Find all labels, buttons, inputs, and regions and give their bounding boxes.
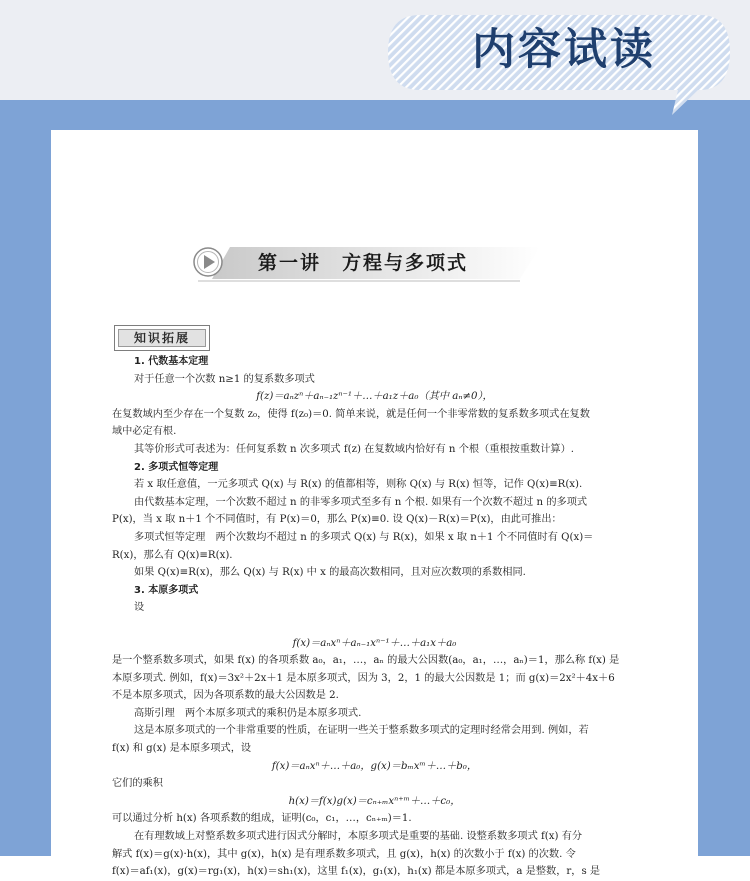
formula-line: f(x)＝aₙxⁿ＋…＋a₀，g(x)＝bₘxᵐ＋…＋b₀，: [271, 760, 478, 772]
text-line: f(x)＝af₁(x)，g(x)＝rg₁(x)，h(x)＝sh₁(x)，这里 f₁(x)，g₁(x)，h₁(x) 都是本原多项式，a 是整数，r，s 是: [112, 866, 601, 878]
text-line: 高斯引理 两个本原多项式的乘积仍是本原多项式.: [134, 707, 362, 719]
text-line: f(x) 和 g(x) 是本原多项式，设: [112, 743, 252, 755]
section-heading: 1. 代数基本定理: [134, 356, 209, 367]
text-line: [112, 617, 637, 635]
text-line: 多项式恒等定理 两个次数均不超过 n 的多项式 Q(x) 与 R(x)，如果 x 取 n＋1 个不同值时有 Q(x)＝: [134, 531, 594, 543]
text-line: 本原多项式. 例如，f(x)＝3x²＋2x＋1 是本原多项式，因为 3，2，1 的最大公因数是 1；而 g(x)＝2x²＋4x＋6: [112, 672, 615, 684]
text-line: 在复数域内至少存在一个复数 z₀，使得 f(z₀)＝0. 简单来说，就是任何一个非零常数的复系数多项式在复数: [112, 408, 590, 420]
text-line: R(x)，那么有 Q(x)≡R(x).: [112, 549, 233, 561]
text-line: 它们的乘积: [112, 778, 163, 790]
text-line: 是一个整系数多项式，如果 f(x) 的各项系数 a₀，a₁，…，aₙ 的最大公因数(a₀，a₁，…，aₙ)＝1，那么称 f(x) 是: [112, 655, 620, 667]
text-line: 域中必定有根.: [112, 426, 177, 438]
section-heading: 2. 多项式恒等定理: [134, 461, 219, 473]
text-line: 若 x 取任意值，一元多项式 Q(x) 与 R(x) 的值都相等，则称 Q(x) 与 R(x) 恒等，记作 Q(x)≡R(x).: [134, 479, 583, 491]
text-line: 不是本原多项式，因为各项系数的最大公因数是 2.: [112, 690, 339, 702]
formula-line: f(x)＝aₙxⁿ＋aₙ₋₁xⁿ⁻¹＋…＋a₁x＋a₀: [292, 637, 457, 649]
document-body: [112, 353, 637, 881]
text-line: 对于任意一个次数 n≥1 的复系数多项式: [134, 373, 315, 385]
text-line: 可以通过分析 h(x) 各项系数的组成，证明(c₀，c₁，…，cₙ₊ₘ)＝1.: [112, 813, 412, 825]
lesson-title: 第一讲 方程与多项式: [258, 252, 469, 274]
section-heading: 3. 本原多项式: [134, 584, 199, 596]
play-icon: [194, 248, 222, 276]
text-line: 解式 f(x)＝g(x)·h(x)，其中 g(x)，h(x) 是有理系数多项式，且 g(x)，h(x) 的次数小于 f(x) 的次数. 令: [112, 848, 576, 860]
banner-title: 内容试读: [472, 25, 656, 75]
formula-line: h(x)＝f(x)g(x)＝cₙ₊ₘxⁿ⁺ᵐ＋…＋c₀，: [288, 795, 461, 807]
text-line: 设: [134, 602, 145, 614]
text-line: 在有理数域上对整系数多项式进行因式分解时，本原多项式是重要的基础. 设整系数多项式 f(x) 有分: [134, 831, 583, 843]
text-line: P(x)，当 x 取 n＋1 个不同值时，有 P(x)＝0，那么 P(x)≡0. 设 Q(x)－R(x)＝P(x)，由此可推出：: [112, 514, 562, 526]
formula-line: f(z)＝aₙzⁿ＋aₙ₋₁zⁿ⁻¹＋…＋a₁z＋a₀（其中 aₙ≠0），: [256, 391, 493, 403]
text-line: 其等价形式可表述为：任何复系数 n 次多项式 f(z) 在复数域内恰好有 n 个根（重根按重数计算）.: [134, 443, 574, 455]
section-badge: 知识拓展: [114, 325, 210, 351]
text-line: 这是本原多项式的一个非常重要的性质，在证明一些关于整系数多项式的定理时经常会用到. 例如，若: [134, 725, 589, 737]
text-line: 如果 Q(x)≡R(x)，那么 Q(x) 与 R(x) 中 x 的最高次数相同，且对应次数项的系数相同.: [134, 567, 526, 579]
text-line: 由代数基本定理，一个次数不超过 n 的非零多项式至多有 n 个根. 如果有一个次数不超过 n 的多项式: [134, 496, 588, 508]
